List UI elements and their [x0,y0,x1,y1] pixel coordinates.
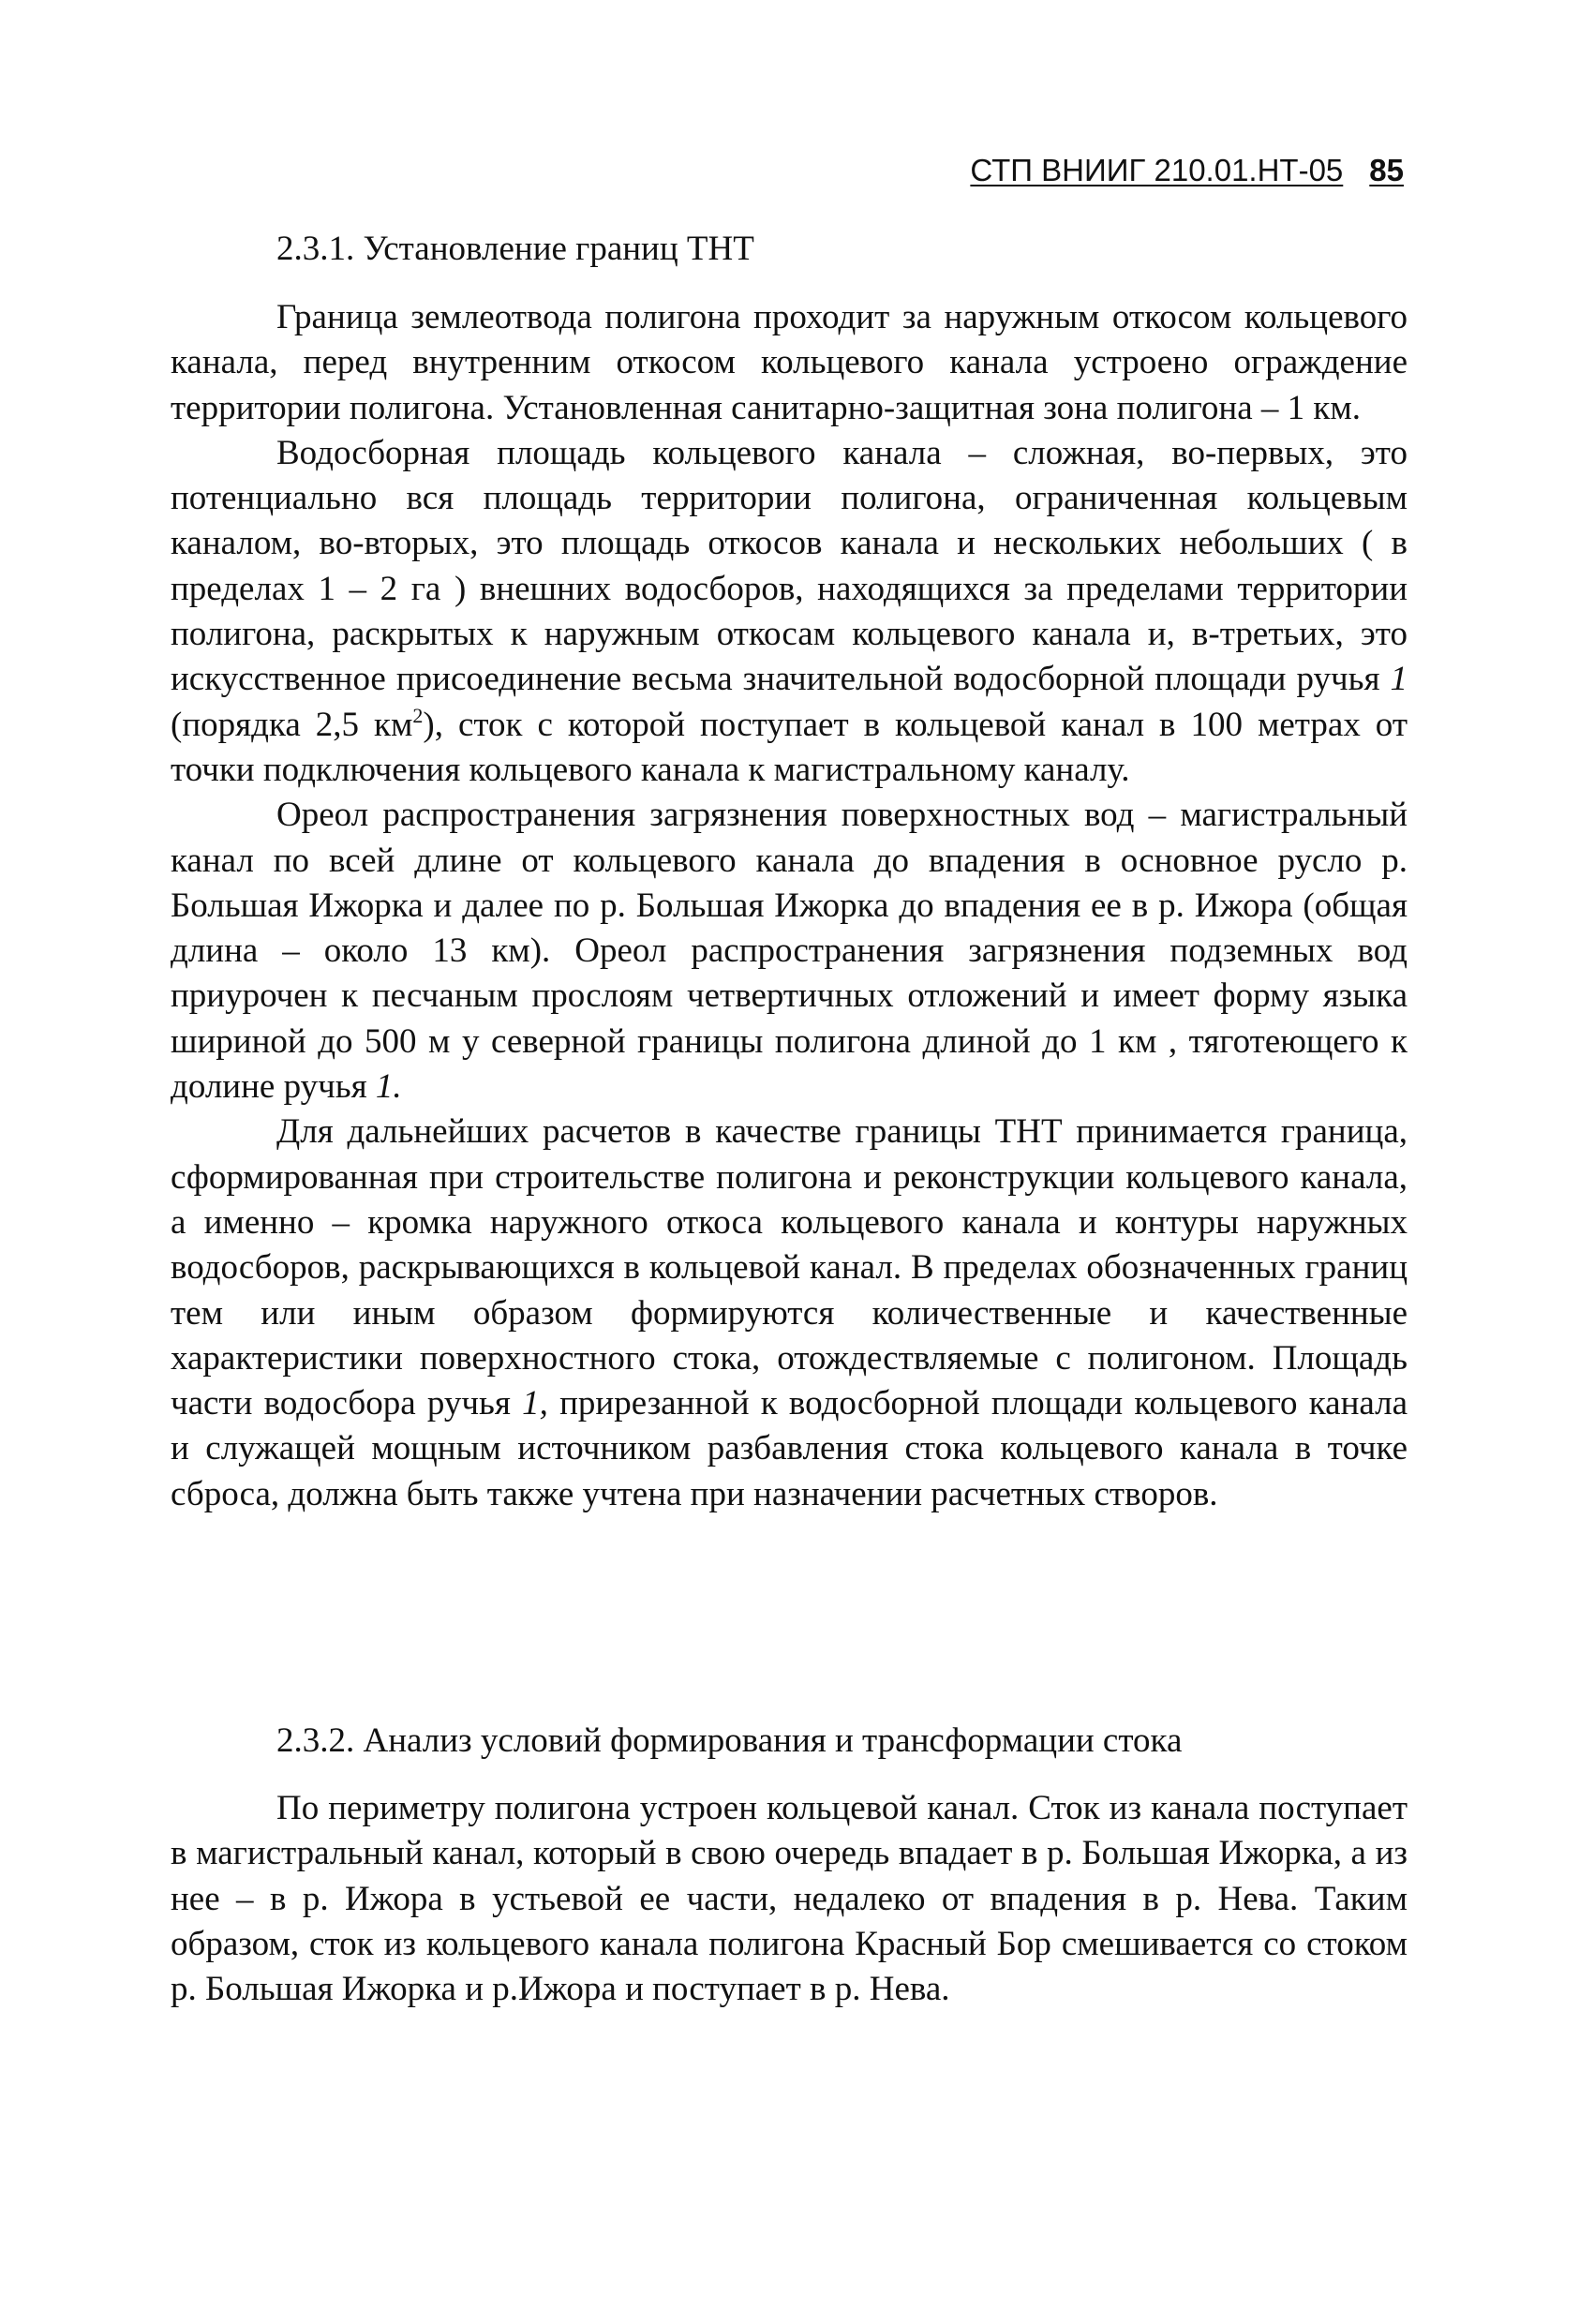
stream-number: 1. [375,1067,402,1107]
paragraph-tnt-boundary [171,1110,1408,1517]
section-body-2-3-2 [171,1786,1408,2012]
page-number: 85 [1369,153,1404,187]
paragraph-catchment-text-1: Водосборная площадь кольцевого канала – сложная, во-первых, это потенциально вся площадь территории полигона, ограниченная кольцевым каналом, во-вторых, это площадь откосов канала и нескольких небольших ( в пределах 1 – 2 га ) внешних водосборов, находящихся за пределами территории полигона, раскрытых к наружным откосам кольцевого канала и, в-третьих, это искусственное присоединение весьма значительной водосборной площади ручья [171,433,1408,699]
superscript-2: 2 [412,703,424,727]
paragraph-pollution-halo-text: Ореол распространения загрязнения поверхностных вод – магистральный канал по всей длине от кольцевого канала до впадения в основное русло р. Большая Ижорка и далее по р. Большая Ижорка до впадения ее в р. Ижора (общая длина – около 13 км). Ореол распространения загрязнения подземных вод приурочен к песчаным прослоям четвертичных отложений и имеет форму языка шириной до 500 м у северной границы полигона длиной до 1 км , тяготеющего к долине ручья [171,796,1408,1107]
stream-number: 1 [1390,660,1408,699]
paragraph-flow: По периметру полигона устроен кольцевой канал. Сток из канала поступает в магистральный канал, который в свою очередь впадает в р. Большая Ижорка, а из нее – в р. Ижора в устьевой ее части, недалеко от впадения в р. Нева. Таким образом, сток из кольцевого канала полигона Красный Бор смешивается со стоком р. Большая Ижорка и р.Ижора и поступает в р. Нева. [171,1789,1408,2009]
paragraph-pollution-halo [171,793,1408,1110]
section-heading-2-3-2: 2.3.2. Анализ условий формирования и трансформации стока [276,1721,1183,1760]
paragraph-catchment-text-2: (порядка 2,5 км [171,705,413,744]
stream-number: 1, [522,1384,548,1423]
paragraph-boundary: Граница землеотвода полигона проходит за наружным откосом кольцевого канала, перед внутренним откосом кольцевого канала устроено ограждение территории полигона. Установленная санитарно-защитная зона полигона – 1 км. [171,298,1408,427]
document-code: СТП ВНИИГ 210.01.НТ-05 [970,153,1344,187]
paragraph-tnt-boundary-text-2: прирезанной к водосборной площади кольцевого канала и служащей мощным источником разбавления стока кольцевого канала в точке сброса, должна быть также учтена при назначении расчетных створов. [171,1384,1408,1513]
running-header [832,148,1404,193]
section-body-2-3-1 [171,295,1408,1517]
paragraph-catchment [171,431,1408,793]
section-heading-2-3-1: 2.3.1. Установление границ ТНТ [276,230,754,268]
paragraph-catchment-text-3: ), сток с которой поступает в кольцевой канал в 100 метрах от точки подключения кольцевого канала к магистральному каналу. [171,705,1408,789]
paragraph-tnt-boundary-text-1: Для дальнейших расчетов в качестве границы ТНТ принимается граница, сформированная при строительстве полигона и реконструкции кольцевого канала, а именно – кромка наружного откоса кольцевого канала и контуры наружных водосборов, раскрывающихся в кольцевой канал. В пределах обозначенных границ тем или иным образом формируются количественные и качественные характеристики поверхностного стока, отождествляемые с полигоном. Площадь части водосбора ручья [171,1112,1408,1423]
